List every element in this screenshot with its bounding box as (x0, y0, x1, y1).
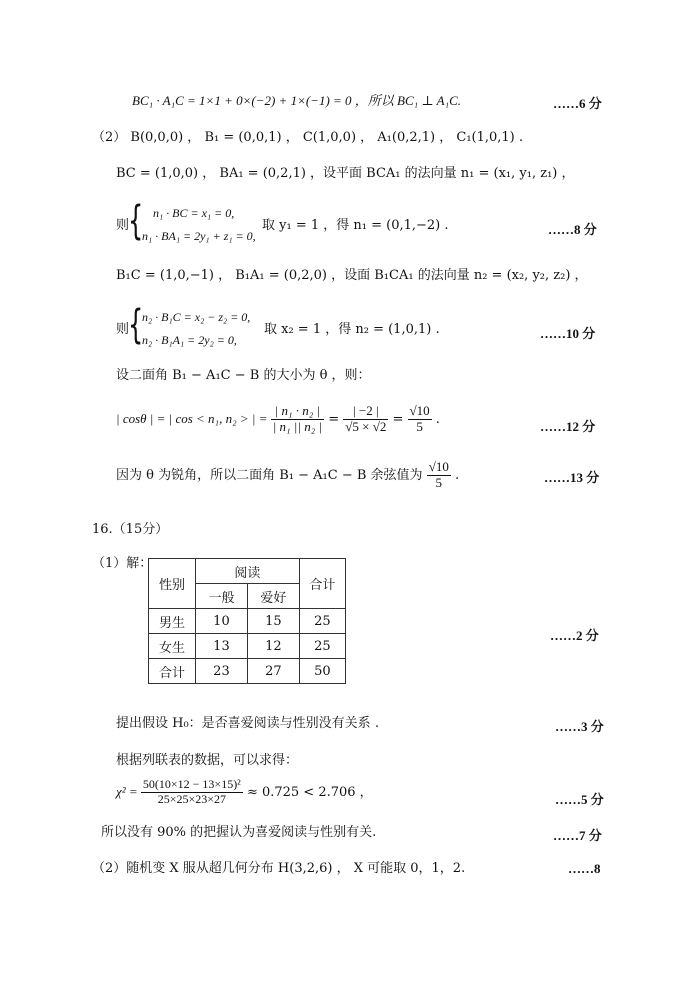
system1-eq2: n₁ · BA₁ = 2y₁ + z₁ = 0, (142, 229, 256, 243)
frac1-numerator: | n₁ · n₂ | (271, 404, 324, 420)
row-label: 合计 (149, 659, 196, 684)
cell-total: 25 (299, 634, 345, 659)
table-row (149, 634, 346, 659)
label-then-2: 则 (116, 322, 130, 337)
row-label: 女生 (149, 634, 196, 659)
cell-total: 50 (299, 659, 345, 684)
part1-solution-label: （1）解： (92, 556, 153, 571)
score-8: ……8 分 (548, 222, 597, 237)
conclusion-text: 因为 θ 为锐角，所以二面角 B₁ − A₁C − B 余弦值为 (116, 467, 423, 483)
chi-denominator: 25×25×23×27 (157, 791, 226, 806)
fraction-result (408, 404, 432, 435)
header-general: 一般 (195, 584, 247, 609)
system2-result: 取 x₂ = 1 ，得 n₂ = (1,0,1) . (264, 322, 440, 337)
system1-result: 取 y₁ = 1 ，得 n₁ = (0,1,−2) . (262, 218, 449, 233)
line-dihedral-angle: 设二面角 B₁ − A₁C − B 的大小为 θ ，则： (116, 368, 371, 383)
system1-eq1: n₁ · BC = x₁ = 0, (153, 206, 235, 220)
contingency-table (148, 558, 346, 684)
header-love: 爱好 (247, 584, 299, 609)
line-part2-hypergeometric: （2）随机变 X 服从超几何分布 H(3,2,6) ， X 可能取 0，1，2. (92, 861, 466, 876)
conclusion-denominator: 5 (435, 474, 442, 490)
system2-eq2: n₂ · B₁A₁ = 2y₂ = 0, (142, 333, 237, 347)
line-hypothesis: 提出假设 H₀：是否喜爱阅读与性别没有关系 . (116, 716, 379, 731)
table-row (149, 609, 346, 634)
frac1-denominator: | n₁ || n₂ | (272, 418, 323, 434)
frac2-denominator: √5 × √2 (345, 418, 387, 434)
line-conclusion-90: 所以没有 90% 的把握认为喜爱阅读与性别有关. (101, 825, 377, 840)
line-part2-coordinates: （2） B(0,0,0) ， B₁ = (0,0,1) ， C(1,0,0) ， A₁(0,2,1) ， C₁(1,0,1) . (92, 130, 524, 145)
cell-love: 15 (247, 609, 299, 634)
score-12: ……12 分 (540, 419, 596, 434)
score-8b: ……8 (568, 861, 601, 876)
line-plane-b1ca1-normal: B₁C = (1,0,−1) ， B₁A₁ = (0,2,0) ，设面 B₁CA₁ 的法向量 n₂ = (x₂, y₂, z₂) ， (116, 268, 588, 283)
score-10: ……10 分 (540, 326, 596, 341)
chi-numerator: 50(10×12 − 13×15)² (142, 777, 241, 791)
line-conclusion-cosine: 因为 θ 为锐角，所以二面角 B₁ − A₁C − B 余弦值为 $\frac{√10}{5}$ . (116, 459, 460, 490)
system2-eq1: n₂ · B₁C = x₂ − z₂ = 0, (142, 310, 251, 324)
line-plane-bca1-normal: BC = (1,0,0) ， BA₁ = (0,2,1) ，设平面 BCA₁ 的法向量 n₁ = (x₁, y₁, z₁) ， (116, 166, 575, 181)
score-3: ……3 分 (555, 719, 604, 734)
cell-general: 10 (195, 609, 247, 634)
fraction-conclusion (427, 460, 451, 491)
cell-love: 27 (247, 659, 299, 684)
table-row (149, 659, 346, 684)
score-13: ……13 分 (544, 470, 600, 485)
frac2-numerator: | −2 | (343, 404, 388, 420)
fraction-values (343, 404, 388, 435)
brace-system-1: { (128, 198, 144, 244)
line-chi-square (116, 778, 373, 807)
fraction-dot-over-norms (271, 404, 324, 435)
chi-square-fraction (141, 778, 243, 807)
score-6: ……6 分 (553, 96, 602, 111)
header-reading: 阅读 (195, 559, 299, 584)
chi-square-symbol: χ² = (116, 783, 141, 799)
cell-general: 13 (195, 634, 247, 659)
brace-system-2: { (128, 302, 144, 348)
score-2: ……2 分 (550, 628, 599, 643)
conclusion-numerator: √10 (428, 459, 449, 474)
header-total: 合计 (299, 559, 345, 609)
line-orthogonality: BC₁ · A₁C = 1×1 + 0×(−2) + 1×(−1) = 0 ，所以 BC₁ ⊥ A₁C. (132, 93, 462, 108)
chi-square-result: ≈ 0.725 < 2.706 ， (246, 784, 373, 800)
frac3-denominator: 5 (416, 418, 423, 434)
score-7: ……7 分 (553, 828, 602, 843)
cos-theta-lhs: | cosθ | = | cos < n₁, n₂ > | = (116, 410, 271, 426)
cell-general: 23 (195, 659, 247, 684)
line-cos-theta: | cosθ | = | cos < n₁, n₂ > | = $\frac{\text{| n₁ · n₂ |}}{\text{| n₁ || n₂ |}}$ = $\frac{| -2 |}{√5 \times √2}$ = $\frac{√10}{5}$ . (116, 403, 440, 434)
cell-total: 25 (299, 609, 345, 634)
label-then-1: 则 (116, 218, 130, 233)
frac3-numerator: √10 (409, 403, 430, 418)
score-5: ……5 分 (555, 792, 604, 807)
cell-love: 12 (247, 634, 299, 659)
row-label: 男生 (149, 609, 196, 634)
line-compute-intro: 根据列联表的数据，可以求得： (116, 753, 299, 768)
question-16-heading: 16.（15分） (92, 522, 169, 537)
header-gender: 性别 (149, 559, 196, 609)
